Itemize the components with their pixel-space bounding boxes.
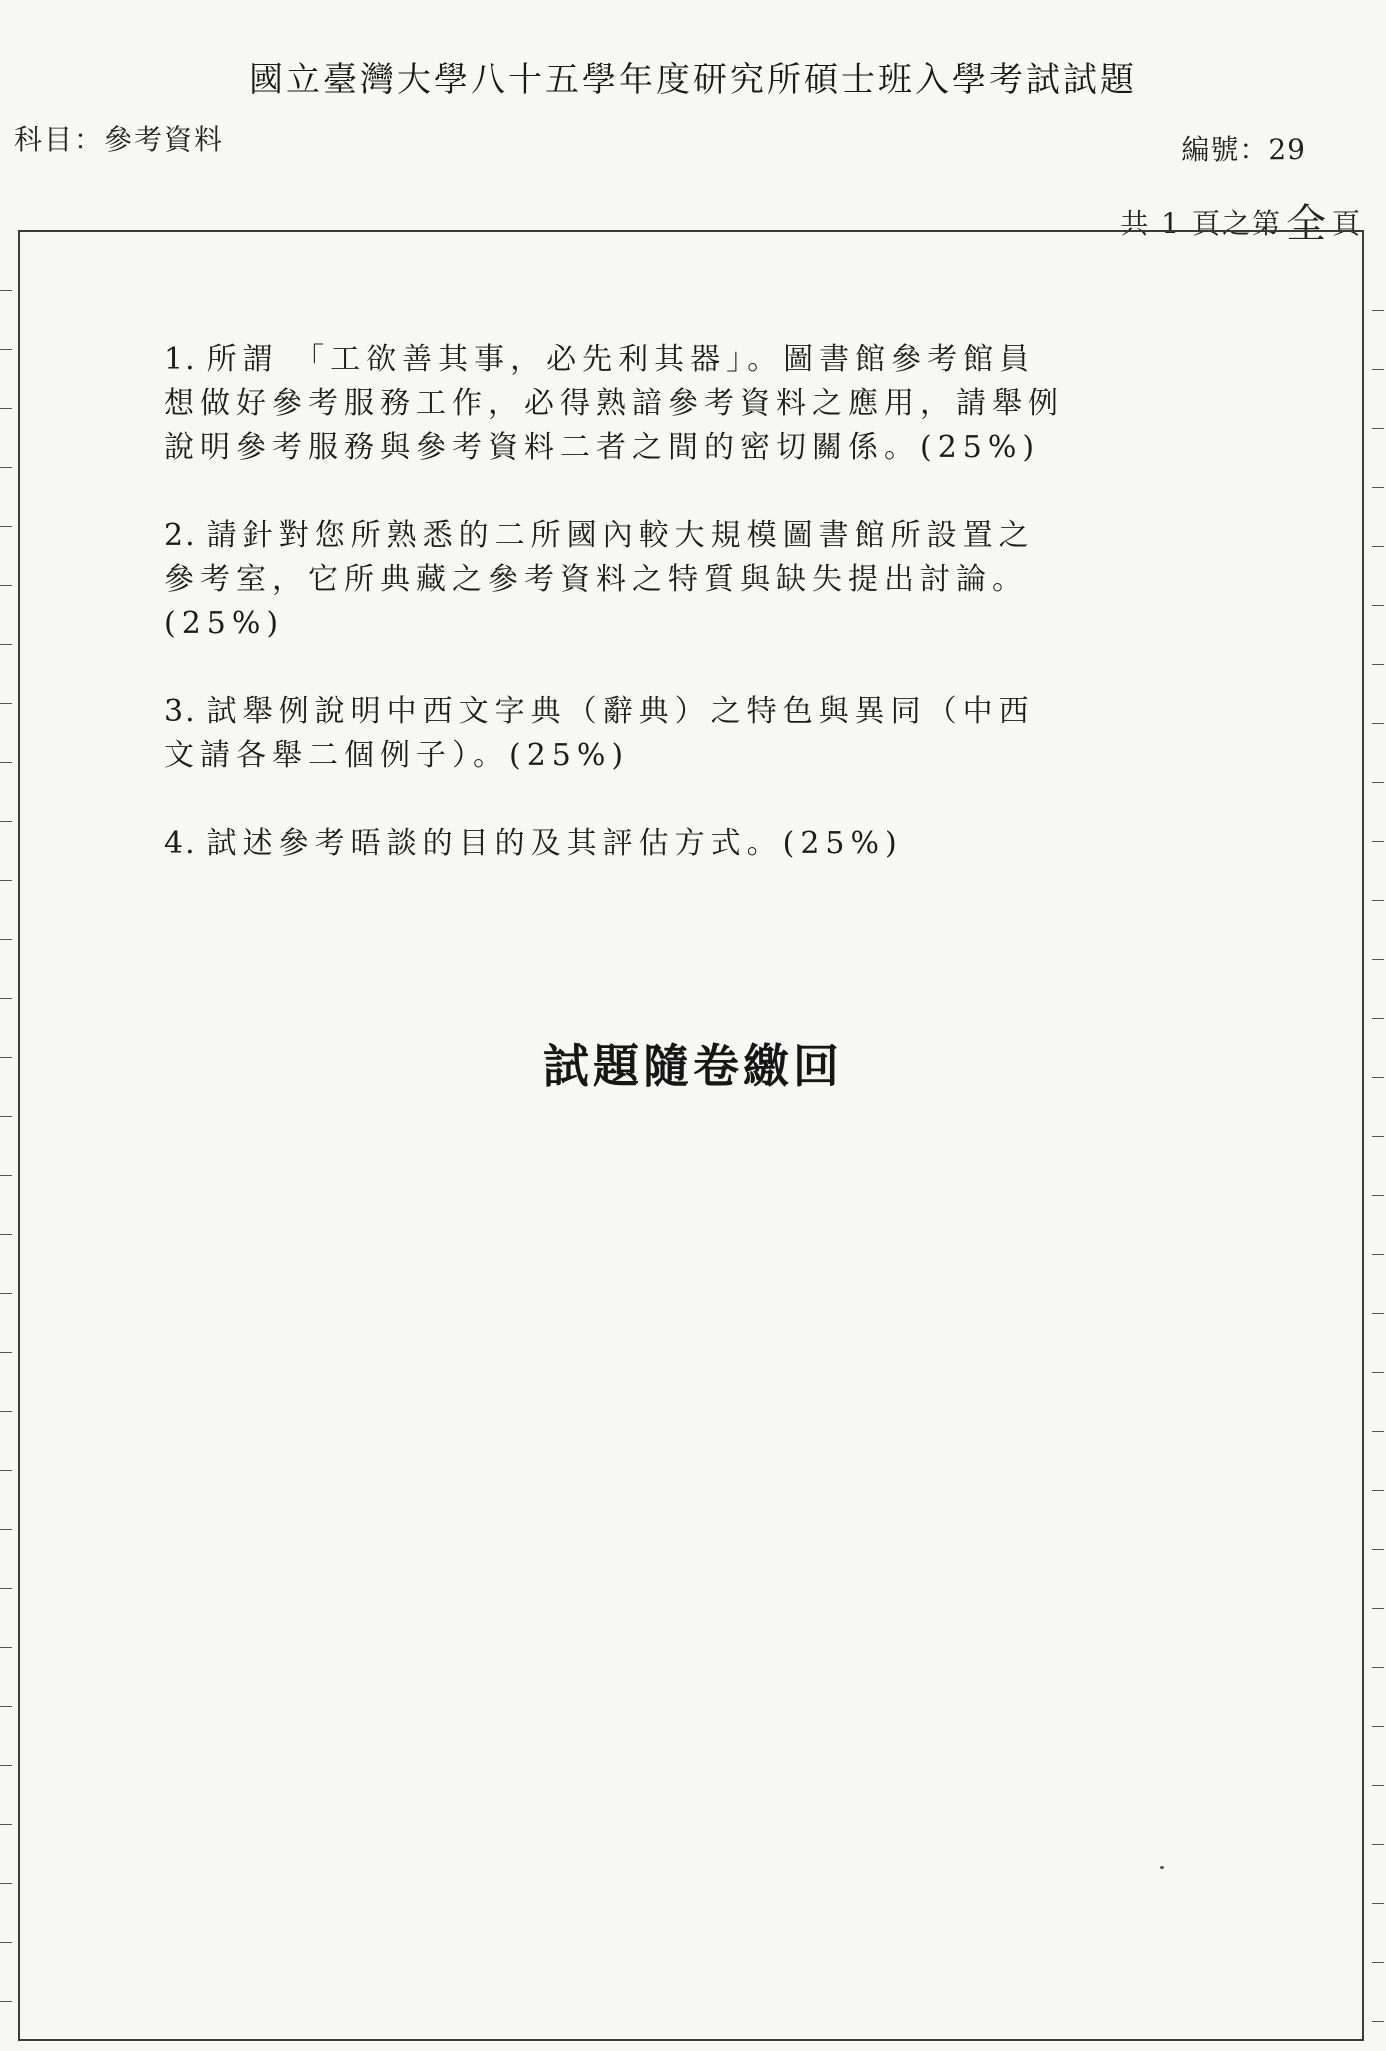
margin-tick <box>1372 1254 1384 1255</box>
margin-tick <box>1372 841 1384 842</box>
margin-tick <box>1372 723 1384 724</box>
question-number: 3. <box>164 694 197 729</box>
question-2 <box>164 514 1064 646</box>
margin-tick <box>1372 369 1384 370</box>
margin-tick <box>0 467 12 468</box>
margin-tick <box>1372 782 1384 783</box>
margin-tick <box>0 1411 12 1412</box>
subject-label: 科目：參考資料 <box>14 123 225 156</box>
margin-tick <box>0 1352 12 1353</box>
margin-tick <box>0 1824 12 1825</box>
margin-tick <box>0 408 12 409</box>
margin-tick <box>0 1175 12 1176</box>
margin-tick <box>1372 1549 1384 1550</box>
exam-code: 編號：29 <box>1181 133 1306 166</box>
margin-tick <box>1372 487 1384 488</box>
margin-tick <box>1372 605 1384 606</box>
question-4 <box>164 822 1064 866</box>
margin-tick <box>0 1470 12 1471</box>
margin-tick <box>1372 1844 1384 1845</box>
margin-tick <box>1372 1372 1384 1373</box>
margin-tick <box>1372 428 1384 429</box>
margin-tick <box>1372 1667 1384 1668</box>
return-exam-stamp: 試題隨卷繳回 <box>543 1039 843 1093</box>
question-number: 4. <box>164 826 197 861</box>
margin-tick <box>0 526 12 527</box>
margin-tick <box>1372 1018 1384 1019</box>
margin-tick <box>0 349 12 350</box>
page-info-prefix: 共 1 頁之第 <box>1120 207 1282 240</box>
margin-tick <box>0 1942 12 1943</box>
margin-tick <box>0 1293 12 1294</box>
margin-tick <box>0 585 12 586</box>
margin-tick <box>0 1234 12 1235</box>
margin-tick <box>0 644 12 645</box>
page-info-suffix: 頁 <box>1331 207 1362 240</box>
exam-title: 國立臺灣大學八十五學年度研究所碩士班入學考試試題 <box>249 60 1137 100</box>
margin-tick <box>1372 1490 1384 1491</box>
question-text: 試舉例說明中西文字典（辭典）之特色與異同（中西文請各舉二個例子）。(25%) <box>164 694 1035 773</box>
margin-tick <box>0 1529 12 1530</box>
margin-tick <box>1372 2021 1384 2022</box>
margin-tick <box>1372 310 1384 311</box>
question-text: 請針對您所熟悉的二所國內較大規模圖書館所設置之參考室，它所典藏之參考資料之特質與缺失提出討論。(25%) <box>164 518 1035 641</box>
page-info-current: 全 <box>1285 201 1328 247</box>
question-1 <box>164 338 1064 470</box>
question-number: 2. <box>164 518 197 553</box>
margin-tick <box>1372 1136 1384 1137</box>
margin-tick <box>1372 959 1384 960</box>
margin-tick <box>1372 1903 1384 1904</box>
margin-tick <box>0 821 12 822</box>
question-text: 試述參考晤談的目的及其評估方式。(25%) <box>206 826 903 861</box>
question-number: 1. <box>164 342 197 377</box>
question-text: 所謂 「工欲善其事，必先利其器」。圖書館參考館員想做好參考服務工作，必得熟諳參考資料之應用，請舉例說明參考服務與參考資料二者之間的密切關係。(25%) <box>164 342 1064 465</box>
margin-tick <box>0 939 12 940</box>
margin-tick <box>1372 900 1384 901</box>
margin-tick <box>0 703 12 704</box>
margin-tick <box>1372 1962 1384 1963</box>
margin-tick <box>0 1588 12 1589</box>
question-list <box>164 338 1064 910</box>
margin-tick <box>0 998 12 999</box>
margin-tick <box>0 1116 12 1117</box>
margin-tick <box>0 1706 12 1707</box>
scan-speck <box>1160 1866 1164 1869</box>
margin-tick <box>1372 1608 1384 1609</box>
margin-tick <box>0 2001 12 2002</box>
margin-tick <box>1372 1313 1384 1314</box>
margin-tick <box>0 762 12 763</box>
margin-tick <box>1372 1785 1384 1786</box>
margin-tick <box>0 1883 12 1884</box>
margin-tick <box>0 290 12 291</box>
margin-tick <box>1372 1726 1384 1727</box>
margin-tick <box>1372 664 1384 665</box>
margin-tick <box>0 1647 12 1648</box>
margin-tick <box>1372 1431 1384 1432</box>
margin-tick <box>1372 1195 1384 1196</box>
margin-tick <box>0 880 12 881</box>
question-3 <box>164 690 1064 778</box>
margin-tick <box>0 1765 12 1766</box>
margin-tick <box>1372 546 1384 547</box>
